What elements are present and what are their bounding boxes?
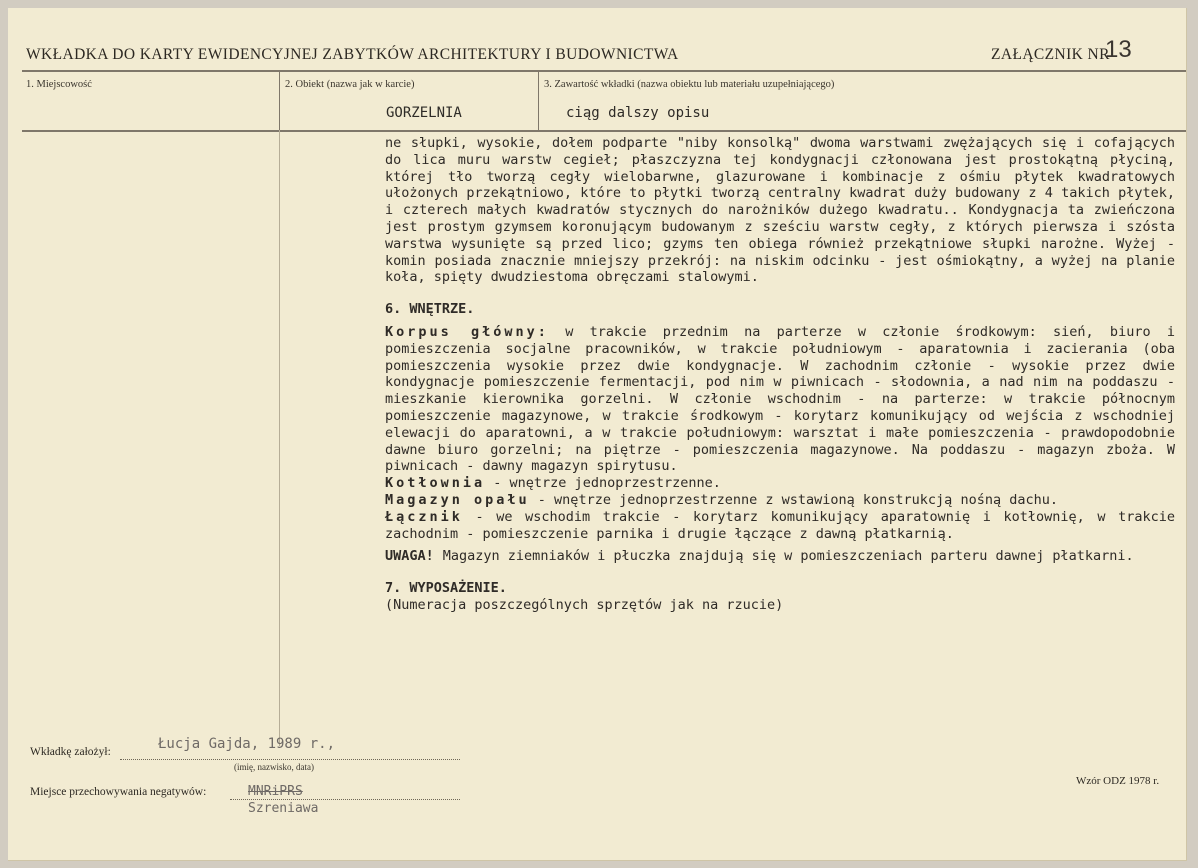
lacznik-text: - we wschodim trakcie - korytarz komunikujący aparatownię i kotłownię, w trakcie zachodnim - pomieszczenie parnika i drugie łączące z dawną płatkarnią. (385, 508, 1175, 542)
magazyn-paragraph (385, 492, 1175, 509)
section-heading-interior: 6. WNĘTRZE. (385, 301, 475, 318)
note-label: UWAGA! (385, 548, 434, 565)
header-rule (22, 70, 1186, 72)
object-label: 2. Obiekt (nazwa jak w karcie) (285, 79, 415, 90)
fields-rule (22, 130, 1186, 132)
note-text: Magazyn ziemniaków i płuczka znajdują się w pomieszczeniach parteru dawnej płatkarni. (442, 548, 1134, 565)
lacznik-term: Łącznik (385, 508, 463, 525)
magazyn-term: Magazyn opału (385, 491, 530, 508)
made-by-value: Łucja Gajda, 1989 r., (158, 736, 336, 752)
description-body (385, 135, 1175, 614)
description-paragraph: ne słupki, wysokie, dołem podparte "niby konsolką" dwoma warstwami zwężających się i cofających do lica muru warstw cegieł; płaszczyzna tej kondygnacji członowana jest prostokątną płyciną, której tło tworzą cegły wielobarwne, glazurowane i kombinacje z ośmiu płytek kwadratowych ułożonych przekątniowo, które to płytki tworzą centralny kwadrat duży budowany z 4 takich płytek, i czterech małych kwadratów stycznych do narożników dużego kwadratu.. Kondygnacja ta zwieńczona jest prostym gzymsem koronującym budowanym z sześciu warstw cegły, z których pierwsza i szósta warstwa wysunięte są przed lico; gzyms ten obiega również przekątniowe słupki narożne. Wyżej - komin posiada znacznie mniejszy przekrój: na niskim odcinku - jest ośmiokątny, a wyżej na planie koła, spięty dwudziestoma obręczami stalowymi. (385, 135, 1175, 286)
magazyn-text: - wnętrze jednoprzestrzenne z wstawioną konstrukcją nośną dachu. (529, 491, 1058, 508)
negatives-line (230, 799, 460, 800)
kotlownia-text: - wnętrze jednoprzestrzenne. (485, 475, 721, 492)
equipment-note: (Numeracja poszczególnych sprzętów jak na rzucie) (385, 596, 784, 613)
negatives-value: Szreniawa (248, 801, 319, 816)
lacznik-paragraph (385, 509, 1175, 543)
made-by-caption: (imię, nazwisko, data) (234, 762, 314, 772)
made-by-line (120, 759, 460, 760)
korpus-paragraph (385, 324, 1175, 475)
negatives-label: Miejsce przechowywania negatywów: (30, 786, 207, 798)
field-divider (279, 70, 280, 130)
document-sheet (8, 8, 1187, 861)
attachment-number: 13 (1105, 36, 1132, 63)
margin-divider (279, 130, 280, 746)
korpus-term: Korpus główny: (385, 323, 549, 340)
kotlownia-paragraph (385, 475, 1175, 492)
kotlownia-term: Kotłownia (385, 475, 486, 492)
object-value: GORZELNIA (386, 105, 462, 121)
form-reference: Wzór ODZ 1978 r. (1076, 775, 1160, 787)
note-block (385, 548, 1175, 565)
section-heading-equipment: 7. WYPOSAŻENIE. (385, 580, 507, 597)
negatives-value-struck: MNRiPRS (248, 784, 303, 799)
attachment-label: ZAŁĄCZNIK NR (991, 46, 1110, 63)
korpus-text: w trakcie przednim na parterze w członie środkowym: sień, biuro i pomieszczenia socjalne pracowników, w trakcie południowym - aparatownia i zacierania (oba pomieszczenia wysokie przez dwie kondygnacje. W zachodnim członie - wysokie przez dwie kondygnacje pomieszczenie fermentacji, pod nim w piwnicach - słodownia, a nad nim na poddaszu - mieszkanie kierownika gorzelni. W członie wschodnim - na parterze: w trakcie północnym pomieszczenie magazynowe, w trakcie środkowym - korytarz komunikujący od wejścia z wschodniej elewacji do aparatowni, a w trakcie południowym: warsztat i małe pomieszczenia - prawdopodobnie dawne biuro gorzelni; na piętrze - pomieszczenia magazynowe. Na poddaszu - magazyn zboża. W piwnicach - dawny magazyn spirytusu. (385, 323, 1175, 475)
content-value: ciąg dalszy opisu (566, 105, 710, 121)
made-by-label: Wkładkę założył: (30, 746, 111, 758)
document-title: WKŁADKA DO KARTY EWIDENCYJNEJ ZABYTKÓW ARCHITEKTURY I BUDOWNICTWA (26, 46, 679, 63)
locality-label: 1. Miejscowość (26, 79, 92, 90)
content-label: 3. Zawartość wkładki (nazwa obiektu lub materiału uzupełniającego) (544, 79, 835, 90)
field-divider (538, 70, 539, 130)
